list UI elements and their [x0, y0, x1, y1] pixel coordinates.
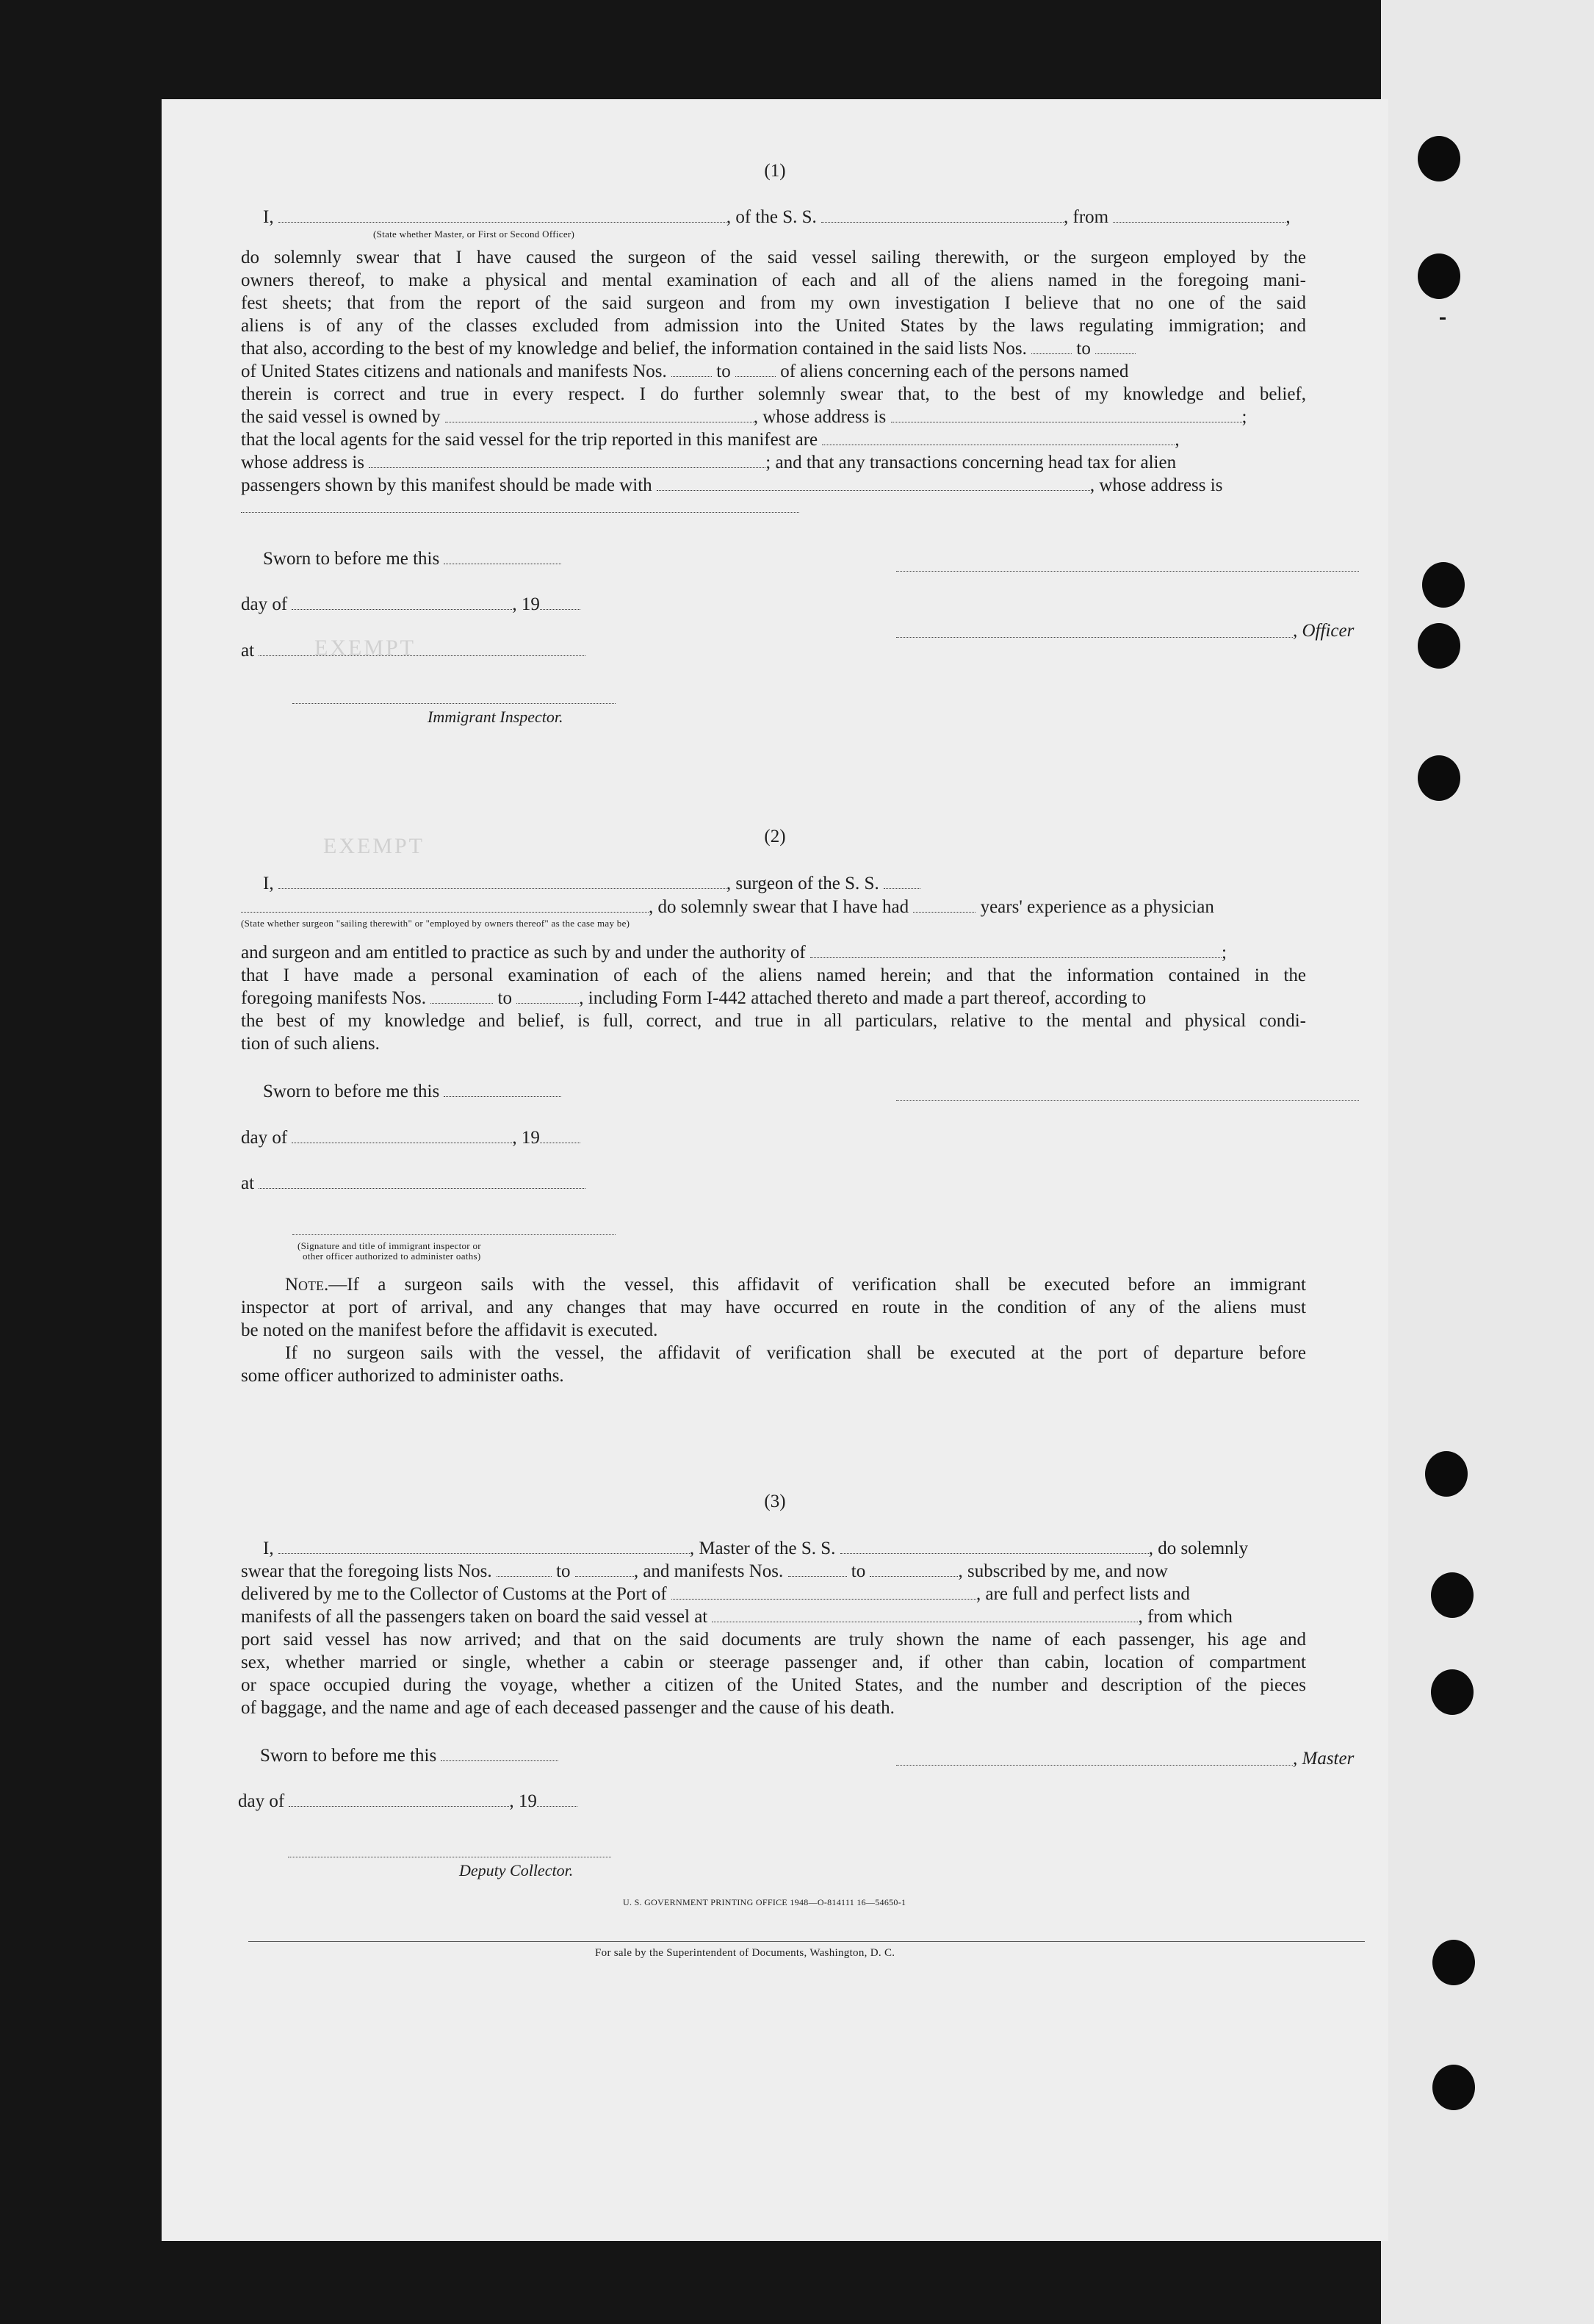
- s3-body-line: manifests of all the passengers taken on board the said vessel at , from which: [241, 1607, 1233, 1627]
- punch-hole-icon: [1418, 136, 1460, 181]
- s3-collector-label: Deputy Collector.: [459, 1861, 574, 1879]
- s1-sworn-label: Sworn to before me this: [263, 549, 561, 569]
- punch-hole-icon: [1418, 253, 1460, 299]
- s2-first-line: I, , surgeon of the S. S.: [241, 872, 1306, 895]
- s1-officer-label: , Officer: [1293, 621, 1355, 641]
- scan-mark: [1440, 317, 1446, 320]
- s3-body-line: sex, whether married or single, whether a cabin or steerage passenger and, if other than cabin, location of compartment: [241, 1652, 1306, 1672]
- s2-note-line: be noted on the manifest before the affidavit is executed.: [241, 1320, 658, 1340]
- section-1-number: (1): [764, 161, 786, 181]
- punch-hole-icon: [1431, 1572, 1474, 1618]
- footer-rule: [248, 1941, 1365, 1942]
- s2-signature-line: [896, 1098, 1359, 1101]
- punch-hole-icon: [1432, 1940, 1475, 1985]
- punch-hole-icon: [1431, 1669, 1474, 1715]
- s2-signature-note: (Signature and title of immigrant inspector or: [297, 1240, 481, 1251]
- s2-note-line: inspector at port of arrival, and any changes that may have occurred en route in the condition of any of the aliens must: [241, 1298, 1306, 1317]
- s1-address-line: [241, 511, 799, 513]
- s2-day-label: day of , 19: [241, 1128, 580, 1148]
- s2-sworn-label: Sworn to before me this: [263, 1082, 561, 1102]
- s3-body-line: of baggage, and the name and age of each deceased passenger and the cause of his death.: [241, 1698, 895, 1718]
- s2-note-line: some officer authorized to administer oaths.: [241, 1366, 564, 1386]
- s1-body-line: do solemnly swear that I have caused the surgeon of the said vessel sailing therewith, or the surgeon employed by the: [241, 248, 1306, 267]
- s3-body-line: swear that the foregoing lists Nos. to , and manifests Nos. to , subscribed by me, and now: [241, 1561, 1168, 1581]
- s2-body-line: foregoing manifests Nos. to , including Form I-442 attached thereto and made a part thereof, according to: [241, 988, 1147, 1008]
- s3-day-label: day of , 19: [238, 1791, 577, 1812]
- gpo-imprint: U. S. GOVERNMENT PRINTING OFFICE 1948—O-814111 16—54650-1: [623, 1897, 906, 1907]
- s1-body-line: fest sheets; that from the report of the said surgeon and from my own investigation I believe that no one of the said: [241, 293, 1306, 313]
- s1-body-line: passengers shown by this manifest should be made with , whose address is: [241, 475, 1223, 495]
- s2-body-line: tion of such aliens.: [241, 1034, 380, 1054]
- s3-sworn-label: Sworn to before me this: [260, 1746, 558, 1766]
- form-page: [162, 99, 1388, 2241]
- s3-collector-signature-line: [288, 1855, 611, 1857]
- s1-at-label: at: [241, 641, 585, 661]
- s2-signature-note: other officer authorized to administer oaths): [303, 1251, 481, 1262]
- scanner-background-strip: [1381, 0, 1594, 2324]
- s1-day-label: day of , 19: [241, 594, 580, 615]
- s1-body-line: of United States citizens and nationals and manifests Nos. to of aliens concerning each of the persons named: [241, 361, 1129, 381]
- exempt-stamp: EXEMPT: [323, 834, 425, 858]
- s3-master-signature-line: [896, 1763, 1293, 1766]
- s1-body-line: that the local agents for the said vessel for the trip reported in this manifest are ,: [241, 430, 1180, 450]
- s2-note-line: Note.—If a surgeon sails with the vessel, this affidavit of verification shall be executed before an immigrant: [285, 1275, 1306, 1295]
- punch-hole-icon: [1425, 1451, 1468, 1497]
- exempt-stamp: EXEMPT: [314, 636, 416, 660]
- s2-at-label: at: [241, 1173, 585, 1194]
- s1-officer-signature-line-top: [896, 569, 1359, 572]
- s1-body-line: whose address is ; and that any transactions concerning head tax for alien: [241, 453, 1177, 472]
- s1-inspector-label: Immigrant Inspector.: [428, 708, 563, 726]
- s2-surgeon-note: (State whether surgeon "sailing therewith" or "employed by owners thereof" as the case may be): [241, 918, 630, 929]
- s1-officer-note: (State whether Master, or First or Second Officer): [373, 229, 575, 240]
- punch-hole-icon: [1418, 623, 1460, 669]
- punch-hole-icon: [1422, 562, 1465, 608]
- s3-body-line: port said vessel has now arrived; and that on the said documents are truly shown the name of each passenger, his age and: [241, 1630, 1306, 1650]
- s3-master-label: , Master: [1293, 1749, 1355, 1769]
- s1-inspector-signature-line: [292, 702, 616, 704]
- sale-notice: For sale by the Superintendent of Documents, Washington, D. C.: [595, 1947, 895, 1959]
- s3-body-line: or space occupied during the voyage, whether a citizen of the United States, and the number and description of the pieces: [241, 1675, 1306, 1695]
- s2-inspector-signature-line: [292, 1233, 616, 1235]
- s1-body-line: owners thereof, to make a physical and mental examination of each and all of the aliens named in the foregoing mani-: [241, 270, 1306, 290]
- section-3-number: (3): [764, 1492, 786, 1511]
- punch-hole-icon: [1432, 2065, 1475, 2110]
- punch-hole-icon: [1418, 755, 1460, 801]
- s1-body-line: the said vessel is owned by , whose address is ;: [241, 407, 1247, 427]
- s2-body-line: and surgeon and am entitled to practice as such by and under the authority of ;: [241, 943, 1227, 963]
- s3-first-line: I, , Master of the S. S. , do solemnly: [263, 1539, 1249, 1558]
- s1-body-line: that also, according to the best of my knowledge and belief, the information contained in the said lists Nos. to: [241, 337, 1306, 360]
- s1-body-line: therein is correct and true in every respect. I do further solemnly swear that, to the best of my knowledge and belief,: [241, 384, 1306, 404]
- section-2-number: (2): [764, 827, 786, 846]
- s1-first-line: I, , of the S. S. , from ,: [263, 207, 1291, 227]
- s2-body-line: the best of my knowledge and belief, is full, correct, and true in all particulars, relative to the mental and physical condi-: [241, 1011, 1306, 1031]
- s2-body-line: that I have made a personal examination of each of the aliens named herein; and that the information contained in the: [241, 965, 1306, 985]
- s3-body-line: delivered by me to the Collector of Customs at the Port of , are full and perfect lists and: [241, 1584, 1190, 1604]
- s1-body-line: aliens is of any of the classes excluded from admission into the United States by the laws regulating immigration; and: [241, 316, 1306, 336]
- s1-officer-signature-line: [896, 636, 1293, 638]
- s2-second-line: , do solemnly swear that I have had years' experience as a physician: [241, 896, 1306, 918]
- s2-note-line: If no surgeon sails with the vessel, the affidavit of verification shall be executed at the port of departure before: [285, 1343, 1306, 1363]
